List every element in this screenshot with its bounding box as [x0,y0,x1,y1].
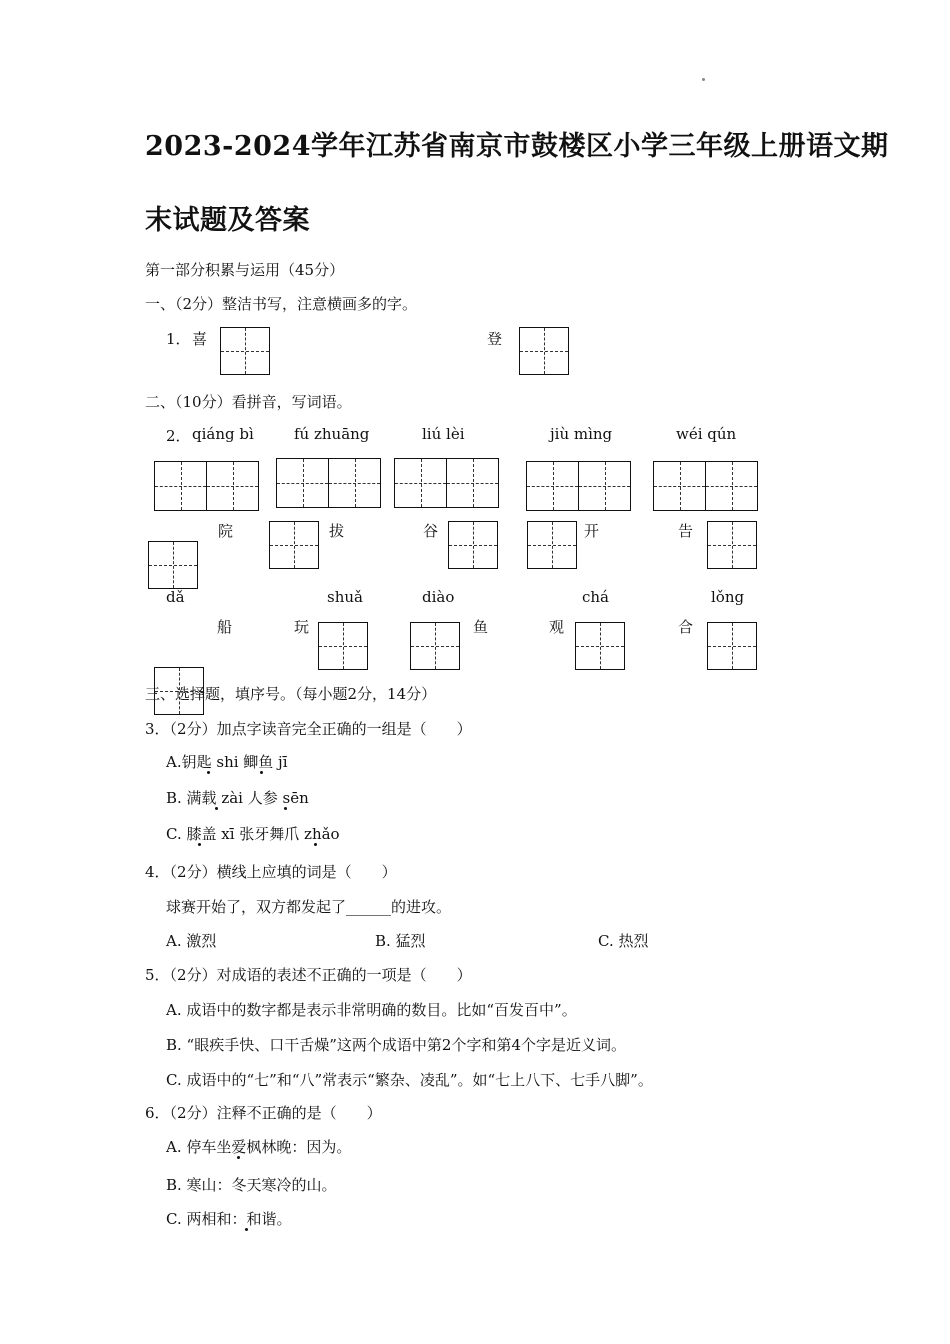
q2-row2-char-3: 谷 [423,522,439,540]
q2-row2-char-5: 告 [678,522,694,540]
writing-grid[interactable] [448,521,498,569]
q2-number: 2． [166,427,191,445]
q2-row3-pinyin-4: chá [582,588,610,606]
emphasis-dot [215,807,218,810]
q2-row3-char-1: 船 [217,618,233,636]
q2-heading: 二、（10分）看拼音，写词语。 [145,393,352,411]
emphasis-dot [198,843,201,846]
writing-grid[interactable] [707,521,757,569]
q2-row3-char-2: 玩 [294,618,310,636]
q4-option-b: B. 猛烈 [375,932,426,950]
q3-option-a: A.钥匙 shi 鲫鱼 jī [166,753,288,771]
doc-title-line1: 2023-2024学年江苏省南京市鼓楼区小学三年级上册语文期 [145,131,889,162]
q2-pinyin-2: fú zhuāng [294,425,370,443]
q6-option-c: C. 两相和：和谐。 [166,1210,292,1228]
q2-row3-char-4: 观 [549,618,565,636]
q2-row3-char-3: 鱼 [473,618,489,636]
writing-grid[interactable] [148,541,198,589]
emphasis-dot [284,807,287,810]
writing-grid[interactable] [707,622,757,670]
q1-char-1: 喜 [192,330,208,348]
emphasis-dot [207,771,210,774]
q1-char-2: 登 [487,330,503,348]
writing-grid[interactable] [527,521,577,569]
q4-stem: 4．（2分）横线上应填的词是（ ） [145,863,397,881]
emphasis-dot [237,1156,240,1159]
q3-option-b: B. 满载 zài 人参 sēn [166,789,309,807]
q4-sentence: 球赛开始了，双方都发起了______的进攻。 [166,898,452,916]
writing-grid[interactable] [410,622,460,670]
q3-stem: 3．（2分）加点字读音完全正确的一组是（ ） [145,720,472,738]
q4-option-c: C. 热烈 [598,932,649,950]
q2-row2-char-4: 开 [584,522,600,540]
q5-stem: 5．（2分）对成语的表述不正确的一项是（ ） [145,966,472,984]
q1-number: 1． [166,330,191,348]
emphasis-dot [245,1228,248,1231]
corner-mark [702,78,705,81]
q2-pinyin-5: wéi qún [676,425,737,443]
writing-grid[interactable] [519,327,569,375]
q2-pinyin-3: liú lèi [422,425,465,443]
writing-grid[interactable] [220,327,270,375]
q2-row3-pinyin-5: lǒng [711,588,745,606]
q2-pinyin-1: qiáng bì [192,425,254,443]
q4-option-a: A. 激烈 [166,932,217,950]
q2-row3-pinyin-3: diào [422,588,455,606]
q6-option-b: B. 寒山：冬天寒冷的山。 [166,1176,337,1194]
q2-row2-char-1: 院 [218,522,234,540]
q6-stem: 6．（2分）注释不正确的是（ ） [145,1104,382,1122]
writing-grid[interactable] [269,521,319,569]
q2-row2-char-2: 拔 [329,522,345,540]
q6-option-a: A. 停车坐爱枫林晚：因为。 [166,1138,352,1156]
word-grid[interactable] [394,458,499,508]
part-heading: 第一部分积累与运用（45分） [145,261,345,279]
word-grid[interactable] [653,461,758,511]
word-grid[interactable] [276,458,381,508]
doc-title-line2: 末试题及答案 [145,205,310,236]
q3-section-heading: 三、选择题，填序号。（每小题2分，14分） [145,685,437,703]
q1-heading: 一、（2分）整洁书写，注意横画多的字。 [145,295,418,313]
writing-grid[interactable] [318,622,368,670]
q5-option-a: A. 成语中的数字都是表示非常明确的数目。比如“百发百中”。 [166,1001,577,1019]
q2-row3-pinyin-2: shuǎ [327,588,363,606]
q2-pinyin-4: jiù mìng [550,425,613,443]
word-grid[interactable] [154,461,259,511]
word-grid[interactable] [526,461,631,511]
q5-option-b: B. “眼疾手快、口干舌燥”这两个成语中第2个字和第4个字是近义词。 [166,1036,626,1054]
q2-row3-char-5: 合 [678,618,694,636]
emphasis-dot [314,843,317,846]
q5-option-c: C. 成语中的“七”和“八”常表示“繁杂、凌乱”。如“七上八下、七手八脚”。 [166,1071,653,1089]
emphasis-dot [260,771,263,774]
q2-row3-pinyin-1: dǎ [166,588,185,606]
q3-option-c: C. 膝盖 xī 张牙舞爪 zhǎo [166,825,340,843]
writing-grid[interactable] [575,622,625,670]
